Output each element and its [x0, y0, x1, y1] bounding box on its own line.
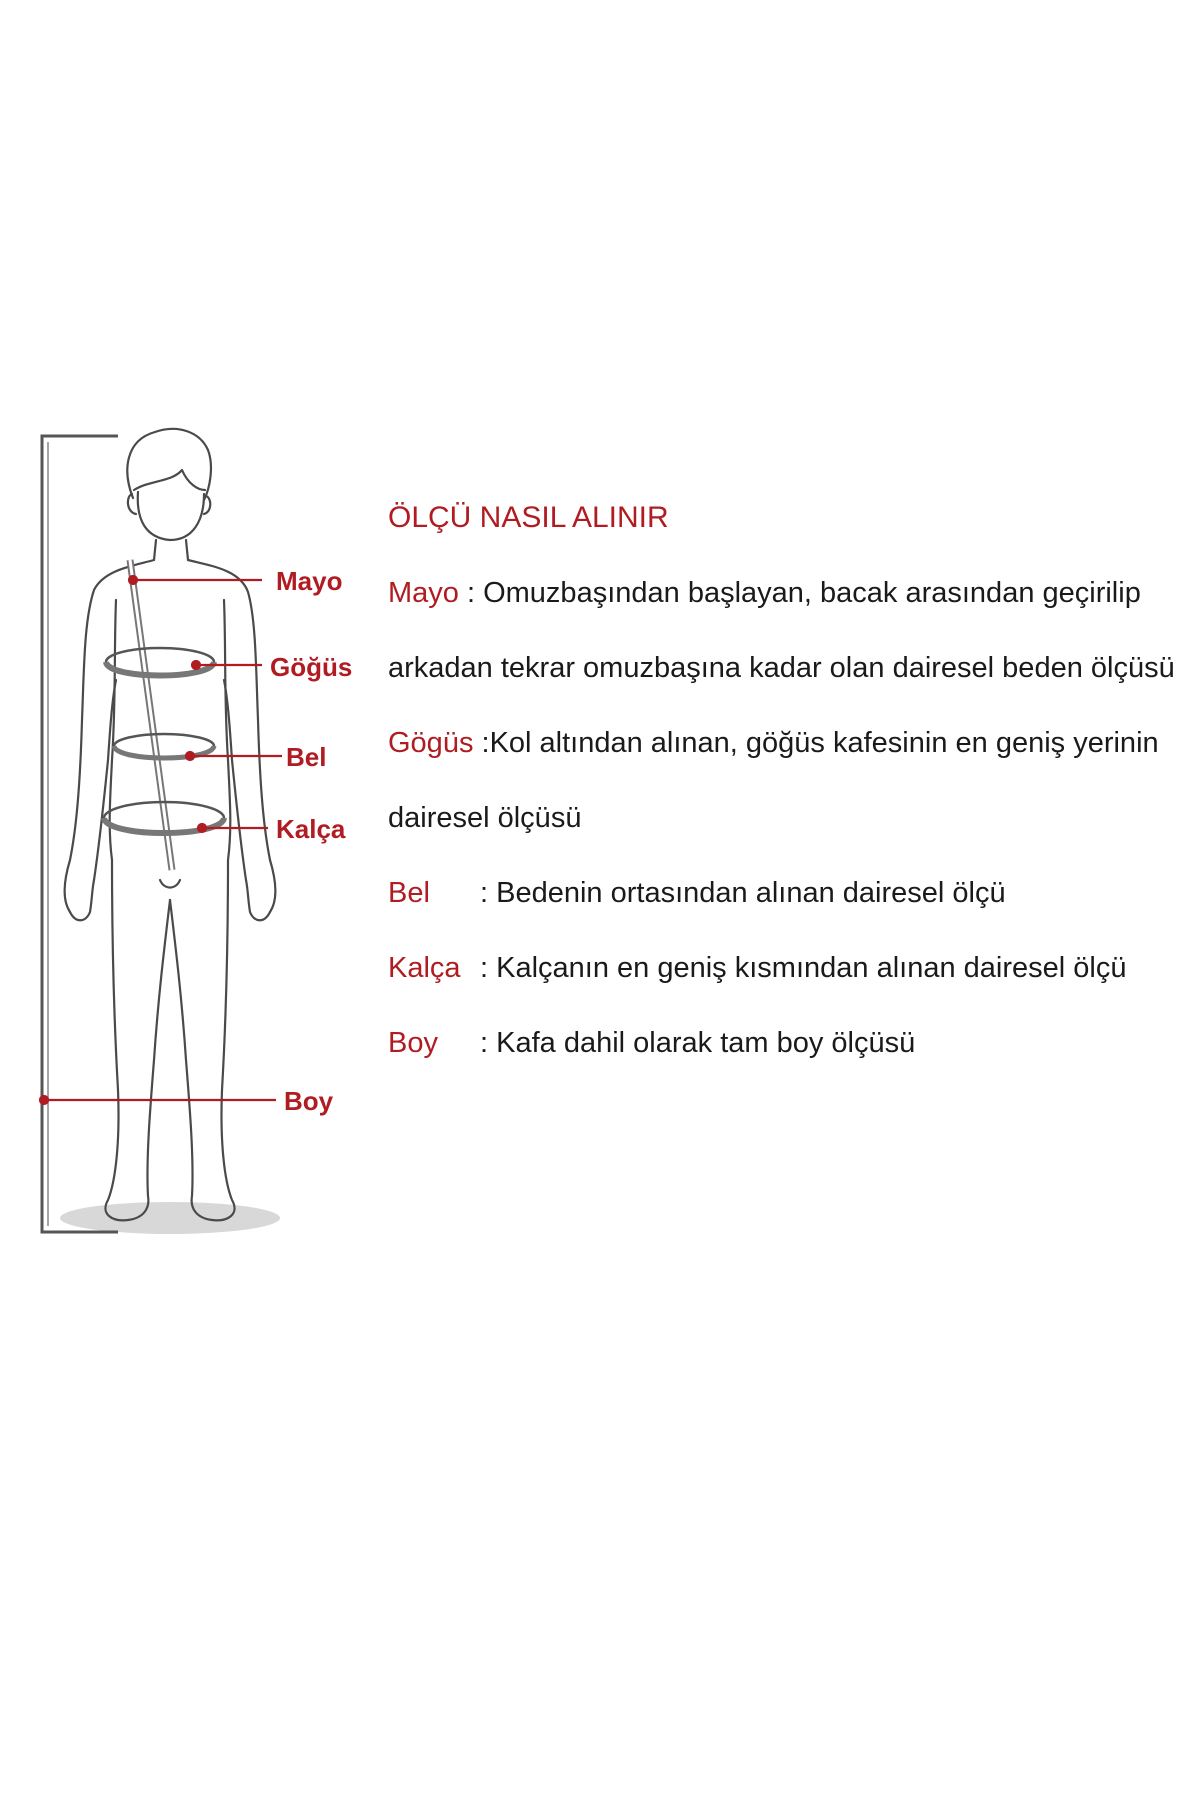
guide-item-mayo-continued: [388, 644, 1188, 692]
label-mayo: Mayo: [276, 566, 343, 596]
child-figure: [65, 429, 276, 1220]
guide-item-bel: [388, 869, 1188, 917]
guide-description: arkadan tekrar omuzbaşına kadar olan dairesel beden ölçüsü: [388, 652, 1175, 684]
guide-description: :Kol altından alınan, göğüs kafesinin en geniş yerinin: [473, 727, 1159, 759]
leader-lines: [40, 576, 282, 1104]
guide-term: Kalça: [388, 952, 461, 984]
guide-item-mayo: [388, 569, 1188, 617]
label-gogus: Göğüs: [270, 652, 353, 682]
height-bracket: [42, 436, 118, 1232]
guide-description: : Omuzbaşından başlayan, bacak arasından geçirilip: [458, 577, 1141, 609]
guide-item-gogus-continued: [388, 794, 1188, 842]
guide-item-kalca: [388, 944, 1188, 992]
label-kalca: Kalça: [276, 814, 346, 844]
guide-description: : Kafa dahil olarak tam boy ölçüsü: [480, 1027, 916, 1059]
guide-term: Bel: [388, 877, 430, 909]
guide-description: : Kalçanın en geniş kısmından alınan dairesel ölçü: [480, 952, 1127, 984]
guide-description: : Bedenin ortasından alınan dairesel ölçü: [480, 877, 1006, 909]
guide-item-boy: [388, 1019, 1188, 1067]
floor-shadow: [60, 1202, 280, 1234]
label-boy: Boy: [284, 1086, 334, 1116]
guide-term: Mayo: [388, 577, 459, 609]
guide-title: ÖLÇÜ NASIL ALINIR: [388, 501, 669, 534]
guide-term: Boy: [388, 1027, 438, 1059]
guide-term: Gögüs: [388, 727, 474, 759]
guide-item-gogus: [388, 719, 1188, 767]
measurement-tapes: [104, 560, 224, 870]
measurement-guide: [388, 495, 1188, 1094]
label-bel: Bel: [286, 742, 327, 772]
guide-description: dairesel ölçüsü: [388, 802, 582, 834]
